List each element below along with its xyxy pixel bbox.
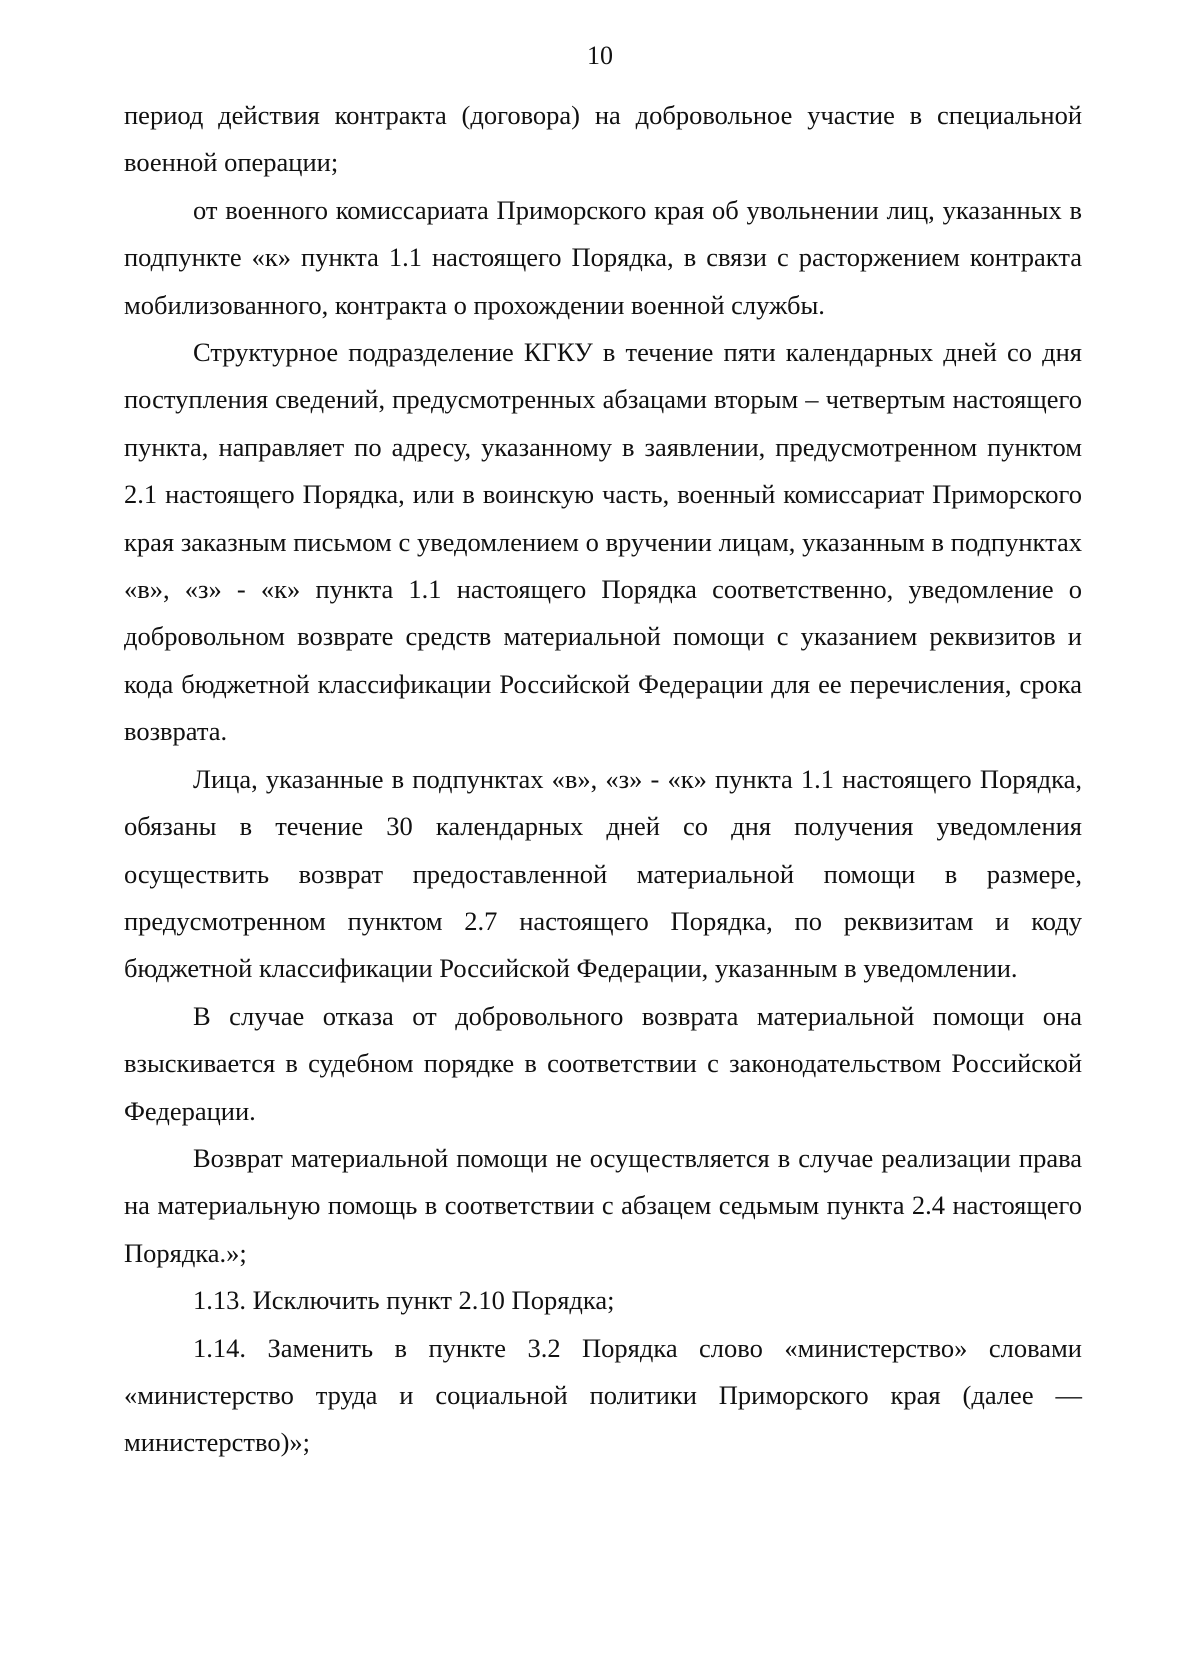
page-number: 10 [587, 41, 613, 70]
paragraph: Лица, указанные в подпунктах «в», «з» - «к» пункта 1.1 настоящего Порядка, обязаны в течение 30 календарных дней со дня получения уведомления осуществить возврат предоставленной материальной помощи в размере, предусмотренном пунктом 2.7 настоящего Порядка, по реквизитам и коду бюджетной классификации Российской Федерации, указанным в уведомлении. [124, 763, 1082, 984]
paragraph: 1.14. Заменить в пункте 3.2 Порядка слово «министерство» словами «министерство труда и социальной политики Приморского края (далее — министерство)»; [124, 1332, 1082, 1458]
paragraph: В случае отказа от добровольного возврата материальной помощи она взыскивается в судебном порядке в соответствии с законодательством Российской Федерации. [124, 1000, 1082, 1126]
paragraph: 1.13. Исключить пункт 2.10 Порядка; [193, 1285, 615, 1316]
paragraph: Возврат материальной помощи не осуществляется в случае реализации права на материальную помощь в соответствии с абзацем седьмым пункта 2.4 настоящего Порядка.»; [124, 1142, 1082, 1268]
paragraph: Структурное подразделение КГКУ в течение пяти календарных дней со дня поступления сведений, предусмотренных абзацами вторым – четвертым настоящего пункта, направляет по адресу, указанному в заявлении, предусмотренном пунктом 2.1 настоящего Порядка, или в воинскую часть, военный комиссариат Приморского края заказным письмом с уведомлением о вручении лицам, указанным в подпунктах «в», «з» - «к» пункта 1.1 настоящего Порядка соответственно, уведомление о добровольном возврате средств материальной помощи с указанием реквизитов и кода бюджетной классификации Российской Федерации для ее перечисления, срока возврата. [124, 337, 1082, 747]
paragraph: от военного комиссариата Приморского края об увольнении лиц, указанных в подпункте «к» пункта 1.1 настоящего Порядка, в связи с расторжением контракта мобилизованного, контракта о прохождении военной службы. [124, 194, 1082, 320]
document-body [124, 92, 1082, 1467]
paragraph: период действия контракта (договора) на добровольное участие в специальной военной операции; [124, 100, 1082, 178]
